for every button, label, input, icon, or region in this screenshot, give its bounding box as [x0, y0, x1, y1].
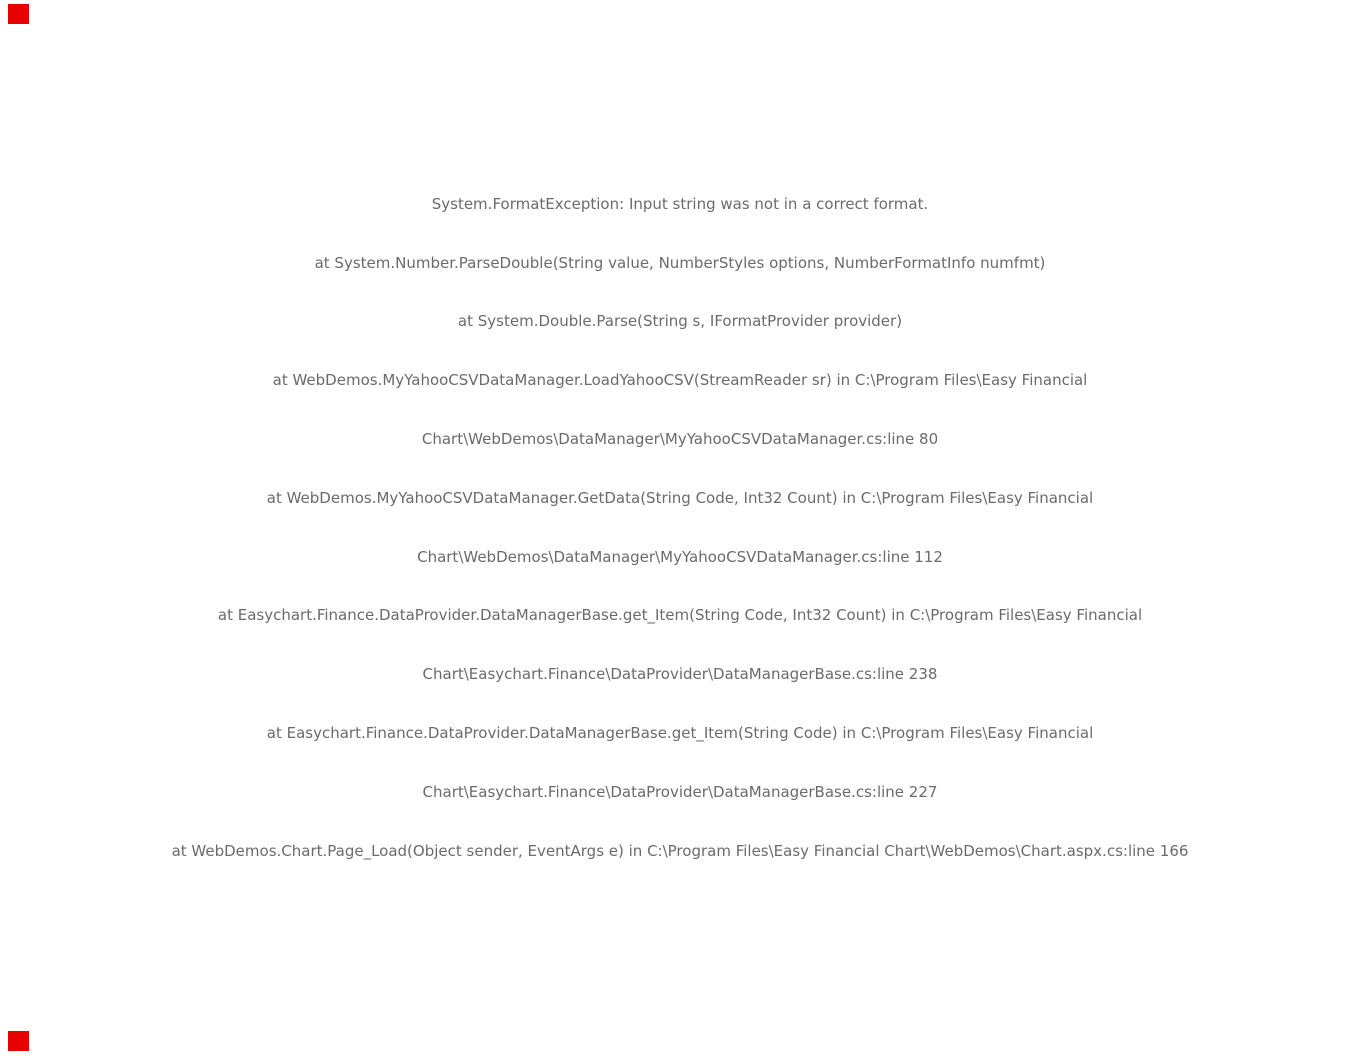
stack-trace-line: at Easychart.Finance.DataProvider.DataManagerBase.get_Item(String Code) in C:\Program Files\Easy Financial	[266, 723, 1094, 742]
stack-trace-line: Chart\WebDemos\DataManager\MyYahooCSVDataManager.cs:line 112	[417, 547, 943, 566]
stack-trace-line: at Easychart.Finance.DataProvider.DataManagerBase.get_Item(String Code, Int32 Count) in C:\Program Files\Easy Financial	[217, 606, 1143, 625]
stack-trace-line: at System.Double.Parse(String s, IFormatProvider provider)	[457, 312, 903, 331]
stack-trace-line: at WebDemos.MyYahooCSVDataManager.LoadYahooCSV(StreamReader sr) in C:\Program Files\Easy Financial	[272, 371, 1088, 390]
exception-stack-trace	[8, 156, 1352, 901]
stack-trace-line: Chart\WebDemos\DataManager\MyYahooCSVDataManager.cs:line 80	[421, 430, 939, 449]
stack-trace-line: Chart\Easychart.Finance\DataProvider\DataManagerBase.cs:line 238	[422, 665, 938, 684]
stack-trace-line: Chart\Easychart.Finance\DataProvider\DataManagerBase.cs:line 227	[422, 782, 938, 801]
stack-trace-line: at WebDemos.MyYahooCSVDataManager.GetData(String Code, Int32 Count) in C:\Program Files\Easy Financial	[266, 488, 1094, 507]
stack-trace-line: at WebDemos.Chart.Page_Load(Object sender, EventArgs e) in C:\Program Files\Easy Financial Chart\WebDemos\Chart.aspx.cs:line 166	[171, 841, 1189, 860]
stack-trace-line: at System.Number.ParseDouble(String value, NumberStyles options, NumberFormatInfo numfmt)	[314, 253, 1046, 272]
exception-message: System.FormatException: Input string was not in a correct format.	[431, 194, 929, 213]
red-marker-bottom-left	[8, 1031, 29, 1051]
